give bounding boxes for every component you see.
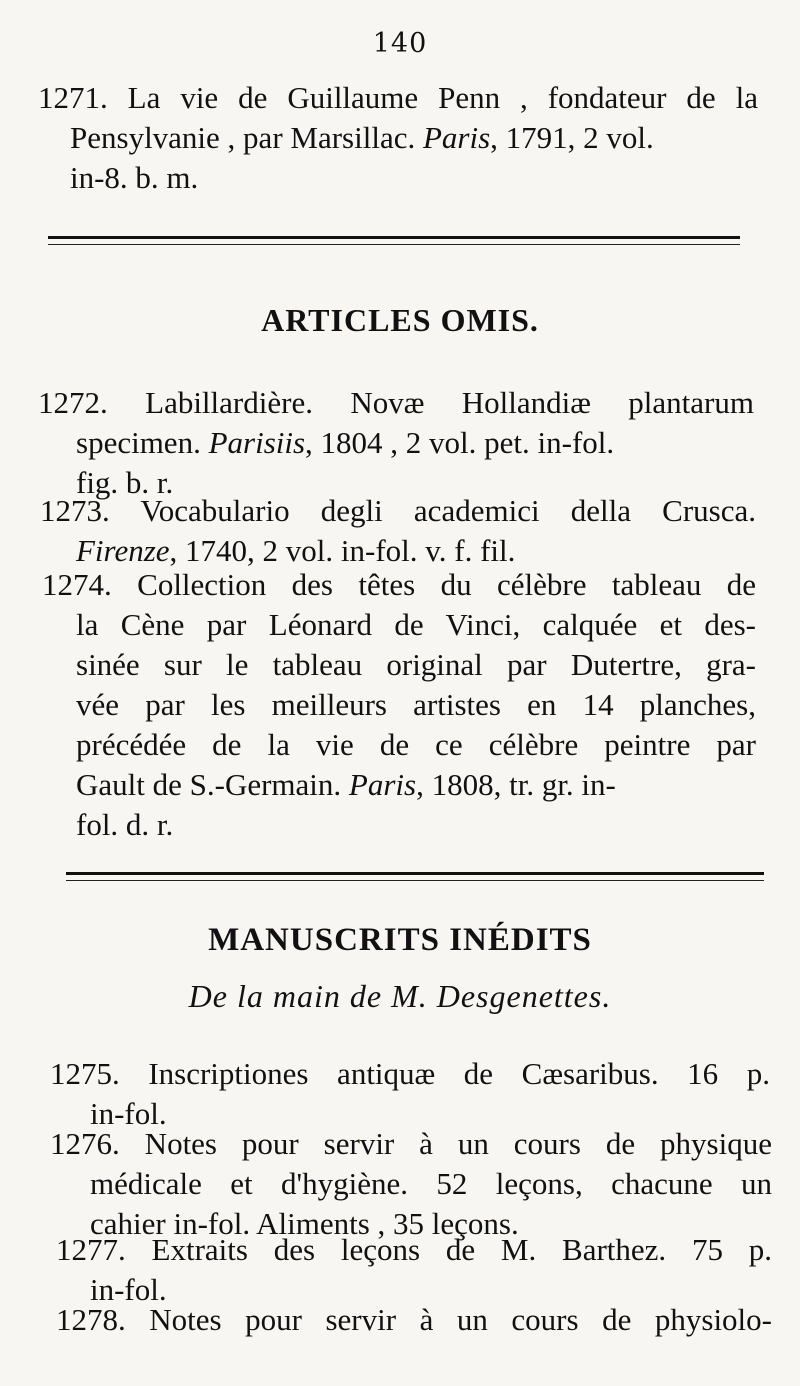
entry-line: 1274. Collection des têtes du célèbre tableau de [42,567,756,602]
entry-text: , 1791, 2 vol. [490,120,654,155]
entry-text: , 1740, 2 vol. in-fol. v. f. fil. [169,533,516,568]
catalog-entry-1274 [42,565,756,845]
entry-line: fol. d. r. [76,807,174,842]
catalog-entry-1276 [50,1124,772,1244]
entry-line: cahier in-fol. Aliments , 35 leçons. [90,1206,519,1241]
entry-line: 1275. Inscriptiones antiquæ de Cæsaribus. 16 p. [50,1056,770,1091]
section-divider-thin [48,244,740,245]
entry-text: vée par les meilleurs artistes en 14 planches, [76,687,756,722]
entry-text: specimen. [76,425,209,460]
entry-text: précédée de la vie de ce célèbre peintre par [76,727,756,762]
entry-line [42,725,756,765]
entry-line [42,645,756,685]
catalog-entry-1275 [50,1054,770,1134]
section-subtitle: De la main de M. Desgenettes. [188,978,612,1014]
entry-text: , 1808, tr. gr. in- [416,767,616,802]
entry-text: la Cène par Léonard de Vinci, calquée et des- [76,607,756,642]
entry-line: in-8. b. m. [70,160,199,195]
entry-city: Paris [422,120,491,155]
catalog-entry-1277 [56,1230,772,1310]
catalog-entry-1273 [40,491,756,571]
section-title-articles-omis: ARTICLES OMIS. [261,302,539,338]
entry-text: Pensylvanie , par Marsillac. [70,120,423,155]
entry-line [50,1164,772,1204]
entry-line: 1271. La vie de Guillaume Penn , fondateur de la [38,80,758,115]
entry-text: , 1804 , 2 vol. pet. in-fol. [305,425,615,460]
catalog-entry-1271 [38,78,758,198]
entry-line [42,605,756,645]
entry-text: sinée sur le tableau original par Dutertre, gra- [76,647,756,682]
entry-city: Paris [348,767,417,802]
catalog-entry-1272 [38,383,754,503]
page-number: 140 [372,28,428,59]
catalog-entry-1278 [56,1300,772,1340]
entry-line: 1272. Labillardière. Novæ Hollandiæ plantarum [38,385,754,420]
entry-city: Parisiis [208,425,306,460]
entry-line [38,118,758,158]
entry-line: 1277. Extraits des leçons de M. Barthez. 75 p. [56,1232,772,1267]
entry-line: in-fol. [90,1096,167,1131]
section-divider-thin [66,880,764,881]
entry-line: 1273. Vocabulario degli academici della Crusca. [40,493,756,528]
section-divider [66,872,764,875]
entry-line: in-fol. [90,1272,167,1307]
entry-city: Firenze [76,533,170,568]
entry-text: médicale et d'hygiène. 52 leçons, chacune un [90,1166,772,1201]
entry-line: 1278. Notes pour servir à un cours de physiolo- [56,1302,772,1337]
entry-line: fig. b. r. [76,465,174,500]
entry-text: Gault de S.-Germain. [76,767,349,802]
entry-line [38,423,754,463]
section-title-manuscrits: MANUSCRITS INÉDITS [208,922,592,958]
entry-line [42,685,756,725]
entry-line: 1276. Notes pour servir à un cours de physique [50,1126,772,1161]
section-divider [48,236,740,239]
entry-line [42,765,756,805]
